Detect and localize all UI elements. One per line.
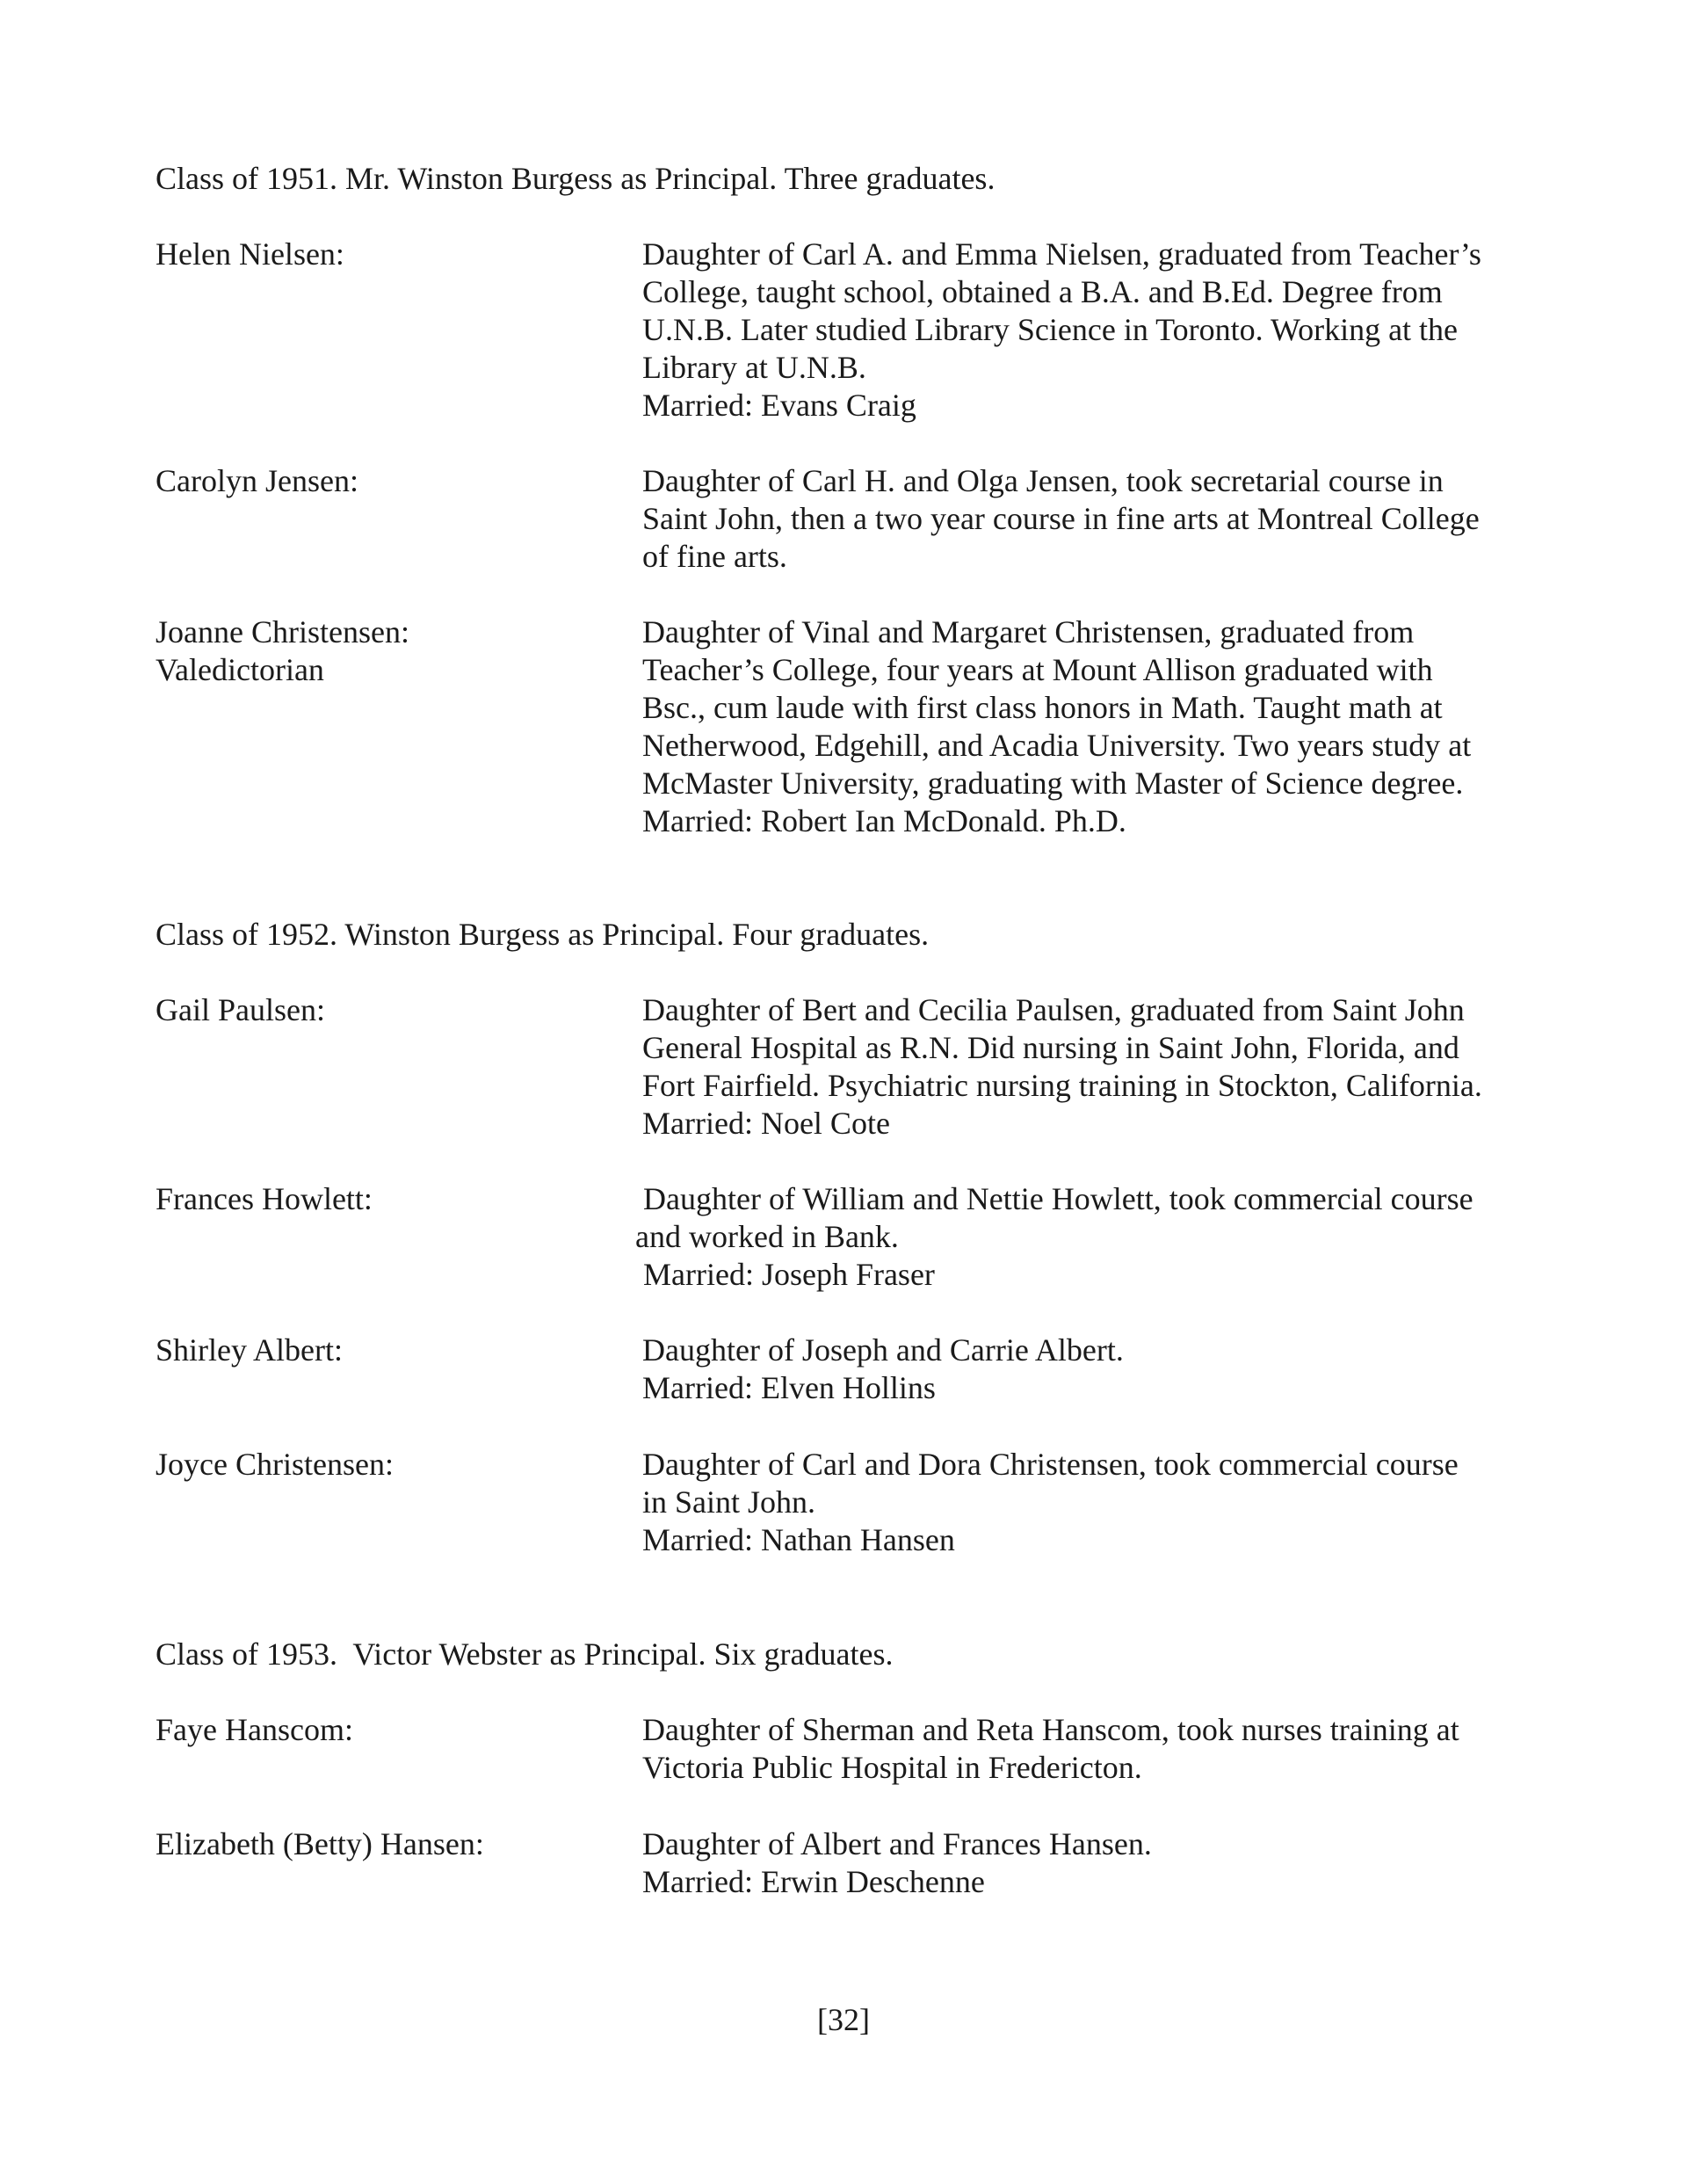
graduate-description — [642, 1825, 1539, 1901]
graduate-name-line: Gail Paulsen: — [156, 992, 325, 1027]
description-line: Fort Fairfield. Psychiatric nursing training in Stockton, California. — [642, 1068, 1482, 1103]
description-line: Daughter of Carl and Dora Christensen, took commercial course — [642, 1447, 1459, 1482]
description-line: Married: Joseph Fraser — [635, 1257, 935, 1292]
description-line: Daughter of Sherman and Reta Hanscom, took nurses training at — [642, 1712, 1459, 1747]
description-line: Married: Noel Cote — [642, 1106, 890, 1141]
description-line: in Saint John. — [642, 1484, 816, 1520]
graduate-description — [642, 1331, 1539, 1407]
graduate-name — [156, 1331, 630, 1369]
graduate-name-line: Helen Nielsen: — [156, 236, 344, 272]
graduate-description — [642, 1711, 1539, 1787]
graduate-honor: Valedictorian — [156, 652, 324, 687]
graduate-name — [156, 613, 630, 689]
graduate-name — [156, 1825, 630, 1863]
page-number: [32] — [817, 2002, 870, 2037]
description-line: Married: Nathan Hansen — [642, 1522, 955, 1557]
graduate-description — [642, 1446, 1539, 1559]
description-line: Saint John, then a two year course in fine arts at Montreal College — [642, 501, 1480, 536]
graduate-name — [156, 991, 630, 1029]
description-line: U.N.B. Later studied Library Science in Toronto. Working at the — [642, 312, 1459, 347]
description-line: Daughter of Joseph and Carrie Albert. — [642, 1332, 1124, 1368]
graduate-description — [642, 462, 1539, 576]
description-line: College, taught school, obtained a B.A. and B.Ed. Degree from — [642, 274, 1443, 309]
graduate-description — [635, 1180, 1531, 1294]
description-line: Bsc., cum laude with first class honors in Math. Taught math at — [642, 690, 1443, 725]
description-line: of fine arts. — [642, 539, 787, 574]
graduate-name-line: Shirley Albert: — [156, 1332, 343, 1368]
class-heading-1953: Class of 1953. Victor Webster as Principal. Six graduates. — [156, 1636, 894, 1672]
description-line: General Hospital as R.N. Did nursing in Saint John, Florida, and — [642, 1030, 1459, 1065]
graduate-description — [642, 613, 1539, 840]
description-line: Teacher’s College, four years at Mount Allison graduated with — [642, 652, 1433, 687]
graduate-name — [156, 1711, 630, 1749]
description-line: and worked in Bank. — [635, 1219, 899, 1254]
graduate-name — [156, 1446, 630, 1484]
description-line: Married: Robert Ian McDonald. Ph.D. — [642, 803, 1126, 838]
graduate-description — [642, 236, 1539, 424]
graduate-name — [156, 1180, 630, 1218]
description-line: Married: Erwin Deschenne — [642, 1864, 985, 1899]
graduate-name-line: Carolyn Jensen: — [156, 463, 358, 498]
description-line: Library at U.N.B. — [642, 350, 866, 385]
graduate-name-line: Joyce Christensen: — [156, 1447, 394, 1482]
description-line: Daughter of Albert and Frances Hansen. — [642, 1826, 1152, 1861]
class-heading-1951: Class of 1951. Mr. Winston Burgess as Principal. Three graduates. — [156, 161, 996, 196]
class-heading-1952: Class of 1952. Winston Burgess as Principal. Four graduates. — [156, 917, 930, 952]
description-line: Daughter of Carl A. and Emma Nielsen, graduated from Teacher’s — [642, 236, 1481, 272]
graduate-name-line: Elizabeth (Betty) Hansen: — [156, 1826, 484, 1861]
description-line: Married: Evans Craig — [642, 388, 916, 423]
graduate-name-line: Faye Hanscom: — [156, 1712, 353, 1747]
description-line: Married: Elven Hollins — [642, 1370, 936, 1405]
description-line: Netherwood, Edgehill, and Acadia University. Two years study at — [642, 728, 1472, 763]
description-line: Victoria Public Hospital in Fredericton. — [642, 1750, 1142, 1785]
graduate-name — [156, 236, 630, 273]
description-line: Daughter of Carl H. and Olga Jensen, took secretarial course in — [642, 463, 1444, 498]
graduate-description — [642, 991, 1539, 1143]
description-line: Daughter of Vinal and Margaret Christensen, graduated from — [642, 614, 1415, 649]
description-line: Daughter of William and Nettie Howlett, took commercial course — [635, 1181, 1473, 1216]
graduate-name-line: Joanne Christensen: — [156, 614, 409, 649]
description-line: Daughter of Bert and Cecilia Paulsen, graduated from Saint John — [642, 992, 1465, 1027]
description-line: McMaster University, graduating with Master of Science degree. — [642, 765, 1464, 801]
graduate-name — [156, 462, 630, 500]
graduate-name-line: Frances Howlett: — [156, 1181, 373, 1216]
